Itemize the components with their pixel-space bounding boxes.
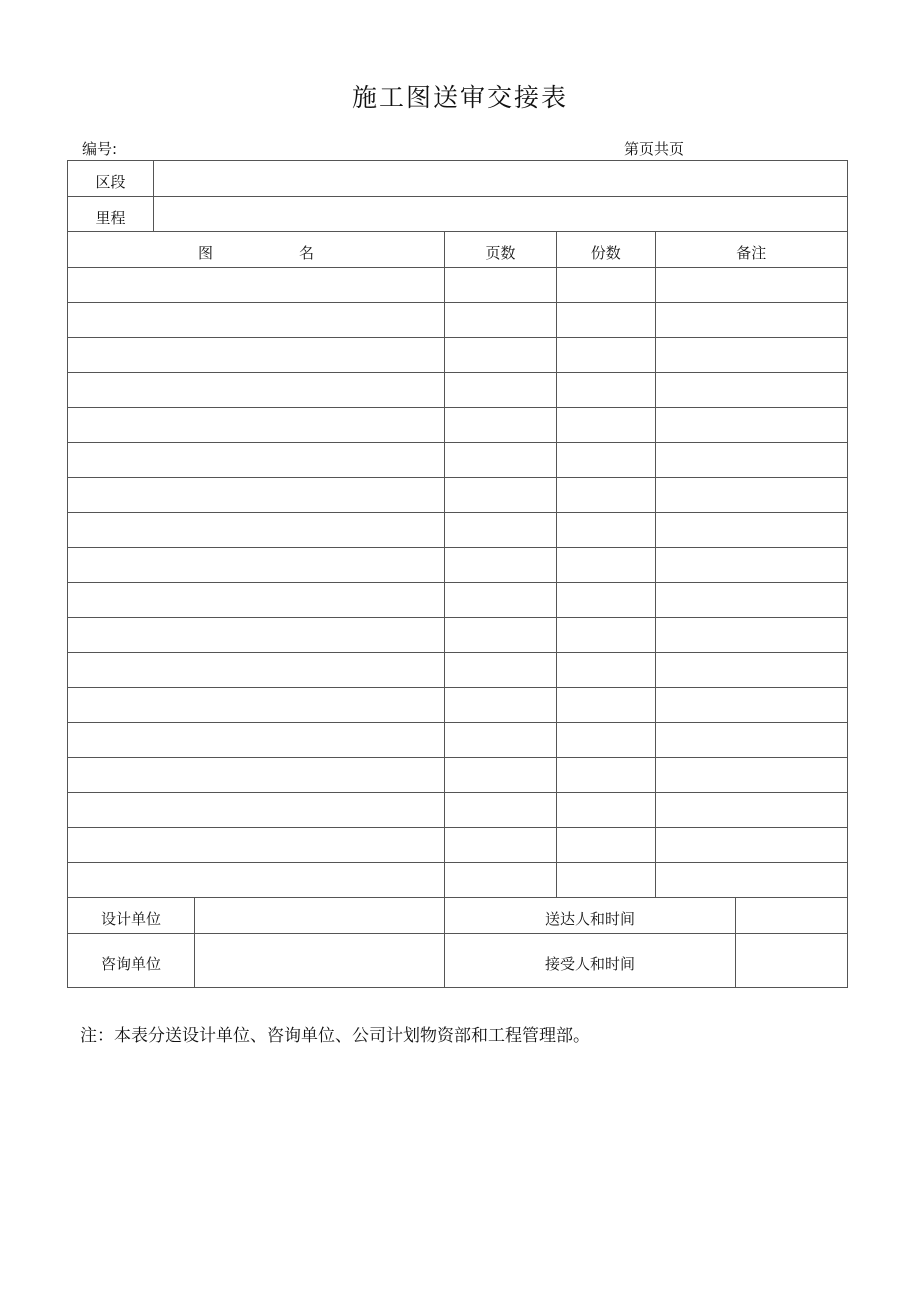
copies-cell[interactable] <box>557 863 655 897</box>
sender-time-label: 送达人和时间 <box>445 898 736 934</box>
remarks-cell[interactable] <box>655 548 847 582</box>
remarks-cell[interactable] <box>655 408 847 442</box>
copies-remarks-row-subtable <box>557 863 847 897</box>
copies-remarks-row-subtable <box>557 618 847 652</box>
pages-cell[interactable] <box>445 548 557 583</box>
copies-header-cell: 份数 <box>557 232 655 267</box>
pages-cell[interactable] <box>445 478 557 513</box>
pages-cell[interactable] <box>445 268 557 303</box>
copies-remarks-wrap <box>557 232 848 268</box>
copies-cell[interactable] <box>557 268 655 302</box>
copies-remarks-cell[interactable] <box>557 688 848 723</box>
pages-cell[interactable] <box>445 828 557 863</box>
copies-remarks-row-subtable <box>557 338 847 372</box>
copies-remarks-cell[interactable] <box>557 548 848 583</box>
footer-row <box>68 898 848 934</box>
remarks-header: 备注 <box>736 244 767 262</box>
table-row <box>68 688 848 723</box>
table-row <box>68 618 848 653</box>
drawing-name-header-char2: 名 <box>299 244 315 262</box>
copies-cell[interactable] <box>557 618 655 652</box>
pages-header: 页数 <box>445 232 557 268</box>
drawing-name-cell[interactable] <box>68 303 445 338</box>
copies-remarks-row-subtable <box>557 793 847 827</box>
remarks-cell[interactable] <box>655 478 847 512</box>
table-row <box>68 513 848 548</box>
copies-cell[interactable] <box>557 373 655 407</box>
drawing-name-cell[interactable] <box>68 583 445 618</box>
drawing-name-cell[interactable] <box>68 653 445 688</box>
drawing-name-cell[interactable] <box>68 828 445 863</box>
design-unit-label: 设计单位 <box>68 898 195 934</box>
copies-remarks-cell[interactable] <box>557 618 848 653</box>
table-row <box>68 408 848 443</box>
handover-table <box>67 160 848 988</box>
table-row <box>68 758 848 793</box>
sender-time-value-cell[interactable] <box>736 898 848 934</box>
copies-cell[interactable] <box>557 758 655 792</box>
section-value-cell[interactable] <box>154 161 848 197</box>
copies-remarks-row-subtable <box>557 373 847 407</box>
drawing-name-cell[interactable] <box>68 478 445 513</box>
column-header-row <box>68 232 848 268</box>
copies-remarks-cell[interactable] <box>557 583 848 618</box>
copies-cell[interactable] <box>557 793 655 827</box>
drawing-name-header-char1: 图 <box>197 244 213 262</box>
remarks-cell[interactable] <box>655 303 847 337</box>
remarks-cell[interactable] <box>655 618 847 652</box>
table-row <box>68 548 848 583</box>
pages-cell[interactable] <box>445 863 557 898</box>
remarks-cell[interactable] <box>655 373 847 407</box>
pages-cell[interactable] <box>445 443 557 478</box>
pages-cell[interactable] <box>445 723 557 758</box>
copies-cell[interactable] <box>557 478 655 512</box>
copies-remarks-row-subtable <box>557 583 847 617</box>
page-title: 施工图送审交接表 <box>351 83 568 112</box>
drawing-name-header <box>68 232 445 268</box>
copies-cell[interactable] <box>557 408 655 442</box>
copies-remarks-row-subtable <box>557 758 847 792</box>
consult-unit-label: 咨询单位 <box>68 934 195 988</box>
remarks-cell[interactable] <box>655 688 847 722</box>
drawing-name-cell[interactable] <box>68 513 445 548</box>
remarks-cell[interactable] <box>655 653 847 687</box>
table-row <box>68 338 848 373</box>
remarks-cell[interactable] <box>655 443 847 477</box>
table-row <box>68 583 848 618</box>
drawing-name-cell[interactable] <box>68 373 445 408</box>
number-label: 编号: <box>82 140 118 158</box>
copies-remarks-cell[interactable] <box>557 338 848 373</box>
copies-remarks-row-subtable <box>557 828 847 862</box>
copies-cell[interactable] <box>557 338 655 372</box>
pages-cell[interactable] <box>445 408 557 443</box>
pages-cell[interactable] <box>445 758 557 793</box>
drawing-name-cell[interactable] <box>68 723 445 758</box>
copies-remarks-row-subtable <box>557 478 847 512</box>
drawing-name-cell[interactable] <box>68 548 445 583</box>
copies-remarks-cell[interactable] <box>557 828 848 863</box>
remarks-cell[interactable] <box>655 268 847 302</box>
pages-cell[interactable] <box>445 513 557 548</box>
drawing-name-cell[interactable] <box>68 618 445 653</box>
remarks-cell[interactable] <box>655 828 847 862</box>
footer-row <box>68 934 848 988</box>
remarks-cell[interactable] <box>655 338 847 372</box>
pages-cell[interactable] <box>445 653 557 688</box>
remarks-cell[interactable] <box>655 723 847 757</box>
receiver-time-label: 接受人和时间 <box>445 934 736 988</box>
receiver-time-value-cell[interactable] <box>736 934 848 988</box>
copies-remarks-cell[interactable] <box>557 863 848 898</box>
table-row <box>68 268 848 303</box>
remarks-cell[interactable] <box>655 513 847 547</box>
table-row <box>68 373 848 408</box>
table-row <box>68 828 848 863</box>
section-row <box>68 161 848 197</box>
page-count-label: 第页共页 <box>624 140 685 158</box>
copies-cell[interactable] <box>557 443 655 477</box>
copies-cell[interactable] <box>557 723 655 757</box>
copies-remarks-cell[interactable] <box>557 443 848 478</box>
copies-cell[interactable] <box>557 513 655 547</box>
table-row <box>68 443 848 478</box>
copies-cell[interactable] <box>557 828 655 862</box>
footnote: 注：本表分送设计单位、咨询单位、公司计划物资部和工程管理部。 <box>80 1026 590 1046</box>
copies-remarks-cell[interactable] <box>557 723 848 758</box>
copies-remarks-row-subtable <box>557 723 847 757</box>
pages-cell[interactable] <box>445 303 557 338</box>
copies-remarks-cell[interactable] <box>557 408 848 443</box>
pages-cell[interactable] <box>445 618 557 653</box>
copies-remarks-subtable <box>557 232 847 267</box>
design-unit-value-cell[interactable] <box>195 898 445 934</box>
copies-remarks-row-subtable <box>557 688 847 722</box>
drawing-name-cell[interactable] <box>68 338 445 373</box>
mileage-value-cell[interactable] <box>154 197 848 232</box>
table-row <box>68 723 848 758</box>
table-row <box>68 478 848 513</box>
remarks-cell[interactable] <box>655 758 847 792</box>
copies-remarks-cell[interactable] <box>557 758 848 793</box>
copies-cell[interactable] <box>557 653 655 687</box>
pages-cell[interactable] <box>445 373 557 408</box>
copies-remarks-cell[interactable] <box>557 653 848 688</box>
copies-remarks-cell[interactable] <box>557 303 848 338</box>
copies-remarks-cell[interactable] <box>557 373 848 408</box>
copies-remarks-row-subtable <box>557 443 847 477</box>
table-row <box>68 793 848 828</box>
copies-cell[interactable] <box>557 303 655 337</box>
section-label: 区段 <box>68 161 154 197</box>
copies-remarks-row-subtable <box>557 548 847 582</box>
drawing-name-cell[interactable] <box>68 688 445 723</box>
drawing-name-cell[interactable] <box>68 268 445 303</box>
copies-remarks-row-subtable <box>557 653 847 687</box>
remarks-cell[interactable] <box>655 583 847 617</box>
drawing-name-cell[interactable] <box>68 758 445 793</box>
drawing-name-cell[interactable] <box>68 408 445 443</box>
drawing-name-cell[interactable] <box>68 793 445 828</box>
remarks-cell[interactable] <box>655 793 847 827</box>
consult-unit-value-cell[interactable] <box>195 934 445 988</box>
remarks-cell[interactable] <box>655 863 847 897</box>
mileage-row <box>68 197 848 232</box>
pages-cell[interactable] <box>445 688 557 723</box>
pages-cell[interactable] <box>445 338 557 373</box>
copies-remarks-row-subtable <box>557 408 847 442</box>
mileage-label: 里程 <box>68 197 154 232</box>
copies-cell[interactable] <box>557 548 655 582</box>
table-row <box>68 653 848 688</box>
copies-remarks-row-subtable <box>557 268 847 302</box>
copies-remarks-cell[interactable] <box>557 793 848 828</box>
copies-remarks-cell[interactable] <box>557 513 848 548</box>
copies-cell[interactable] <box>557 583 655 617</box>
copies-cell[interactable] <box>557 688 655 722</box>
copies-remarks-row-subtable <box>557 303 847 337</box>
table-row <box>68 863 848 898</box>
copies-remarks-cell[interactable] <box>557 268 848 303</box>
table-row <box>68 303 848 338</box>
drawing-name-cell[interactable] <box>68 443 445 478</box>
pages-cell[interactable] <box>445 583 557 618</box>
pages-cell[interactable] <box>445 793 557 828</box>
drawing-name-cell[interactable] <box>68 863 445 898</box>
copies-remarks-cell[interactable] <box>557 478 848 513</box>
copies-remarks-row-subtable <box>557 513 847 547</box>
